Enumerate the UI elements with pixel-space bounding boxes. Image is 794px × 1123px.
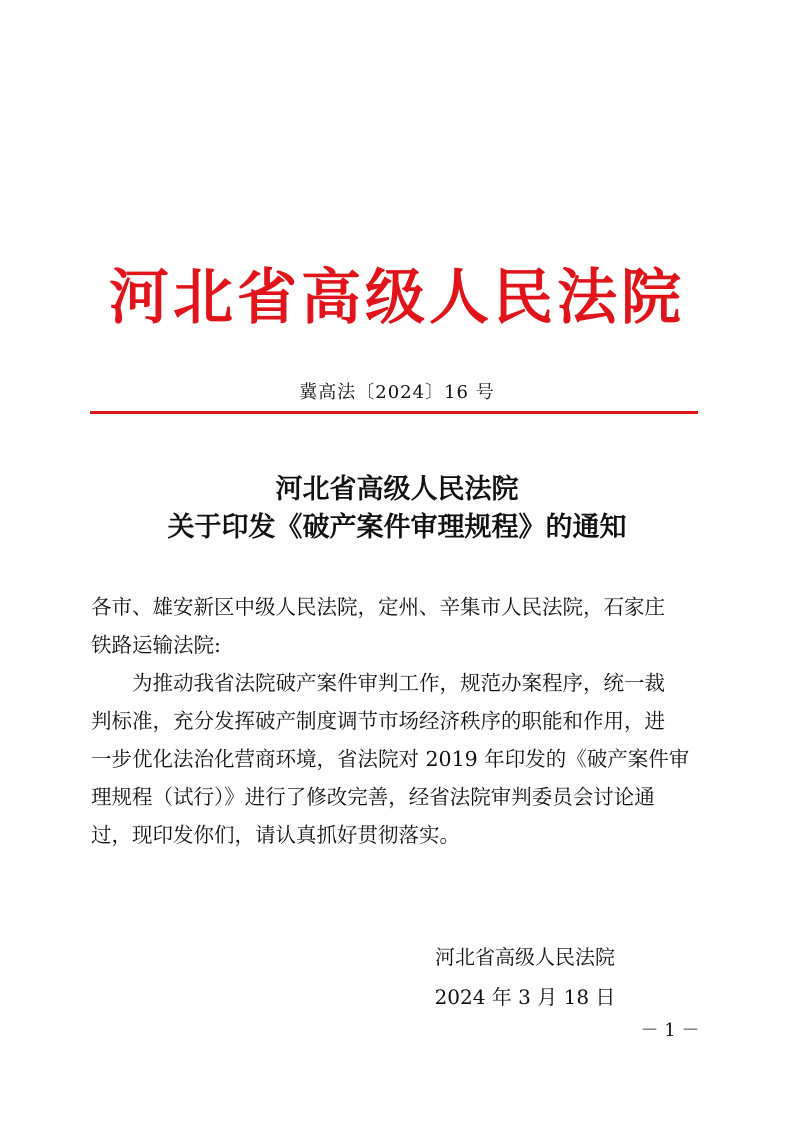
- signature-date: 2024 年 3 月 18 日: [434, 985, 616, 1009]
- paragraph-line: 判标准，充分发挥破产制度调节市场经济秩序的职能和作用，进: [91, 709, 665, 733]
- paragraph-line: 为推动我省法院破产案件审判工作，规范办案程序，统一裁: [91, 671, 665, 695]
- signature-org: 河北省高级人民法院: [435, 945, 615, 969]
- paragraph-line: 一步优化法治化营商环境，省法院对 2019 年印发的《破产案件审: [91, 747, 690, 771]
- issuer-header: 河北省高级人民法院: [109, 263, 685, 333]
- paragraph-line: 过，现印发你们，请认真抓好贯彻落实。: [91, 823, 460, 847]
- title-line-1: 河北省高级人民法院: [275, 474, 519, 505]
- body-paragraph: [91, 664, 701, 854]
- addressee: [91, 588, 701, 664]
- title-line-2: 关于印发《破产案件审理规程》的通知: [167, 512, 627, 543]
- page-number: － 1 －: [640, 1020, 700, 1041]
- document-number: 冀高法〔2024〕16 号: [299, 382, 495, 403]
- addressee-line: 各市、雄安新区中级人民法院，定州、辛集市人民法院，石家庄: [91, 595, 665, 619]
- paragraph-line: 理规程（试行）》进行了修改完善，经省法院审判委员会讨论通: [91, 785, 655, 809]
- red-divider-rule: [90, 411, 698, 414]
- addressee-line: 铁路运输法院:: [91, 633, 221, 657]
